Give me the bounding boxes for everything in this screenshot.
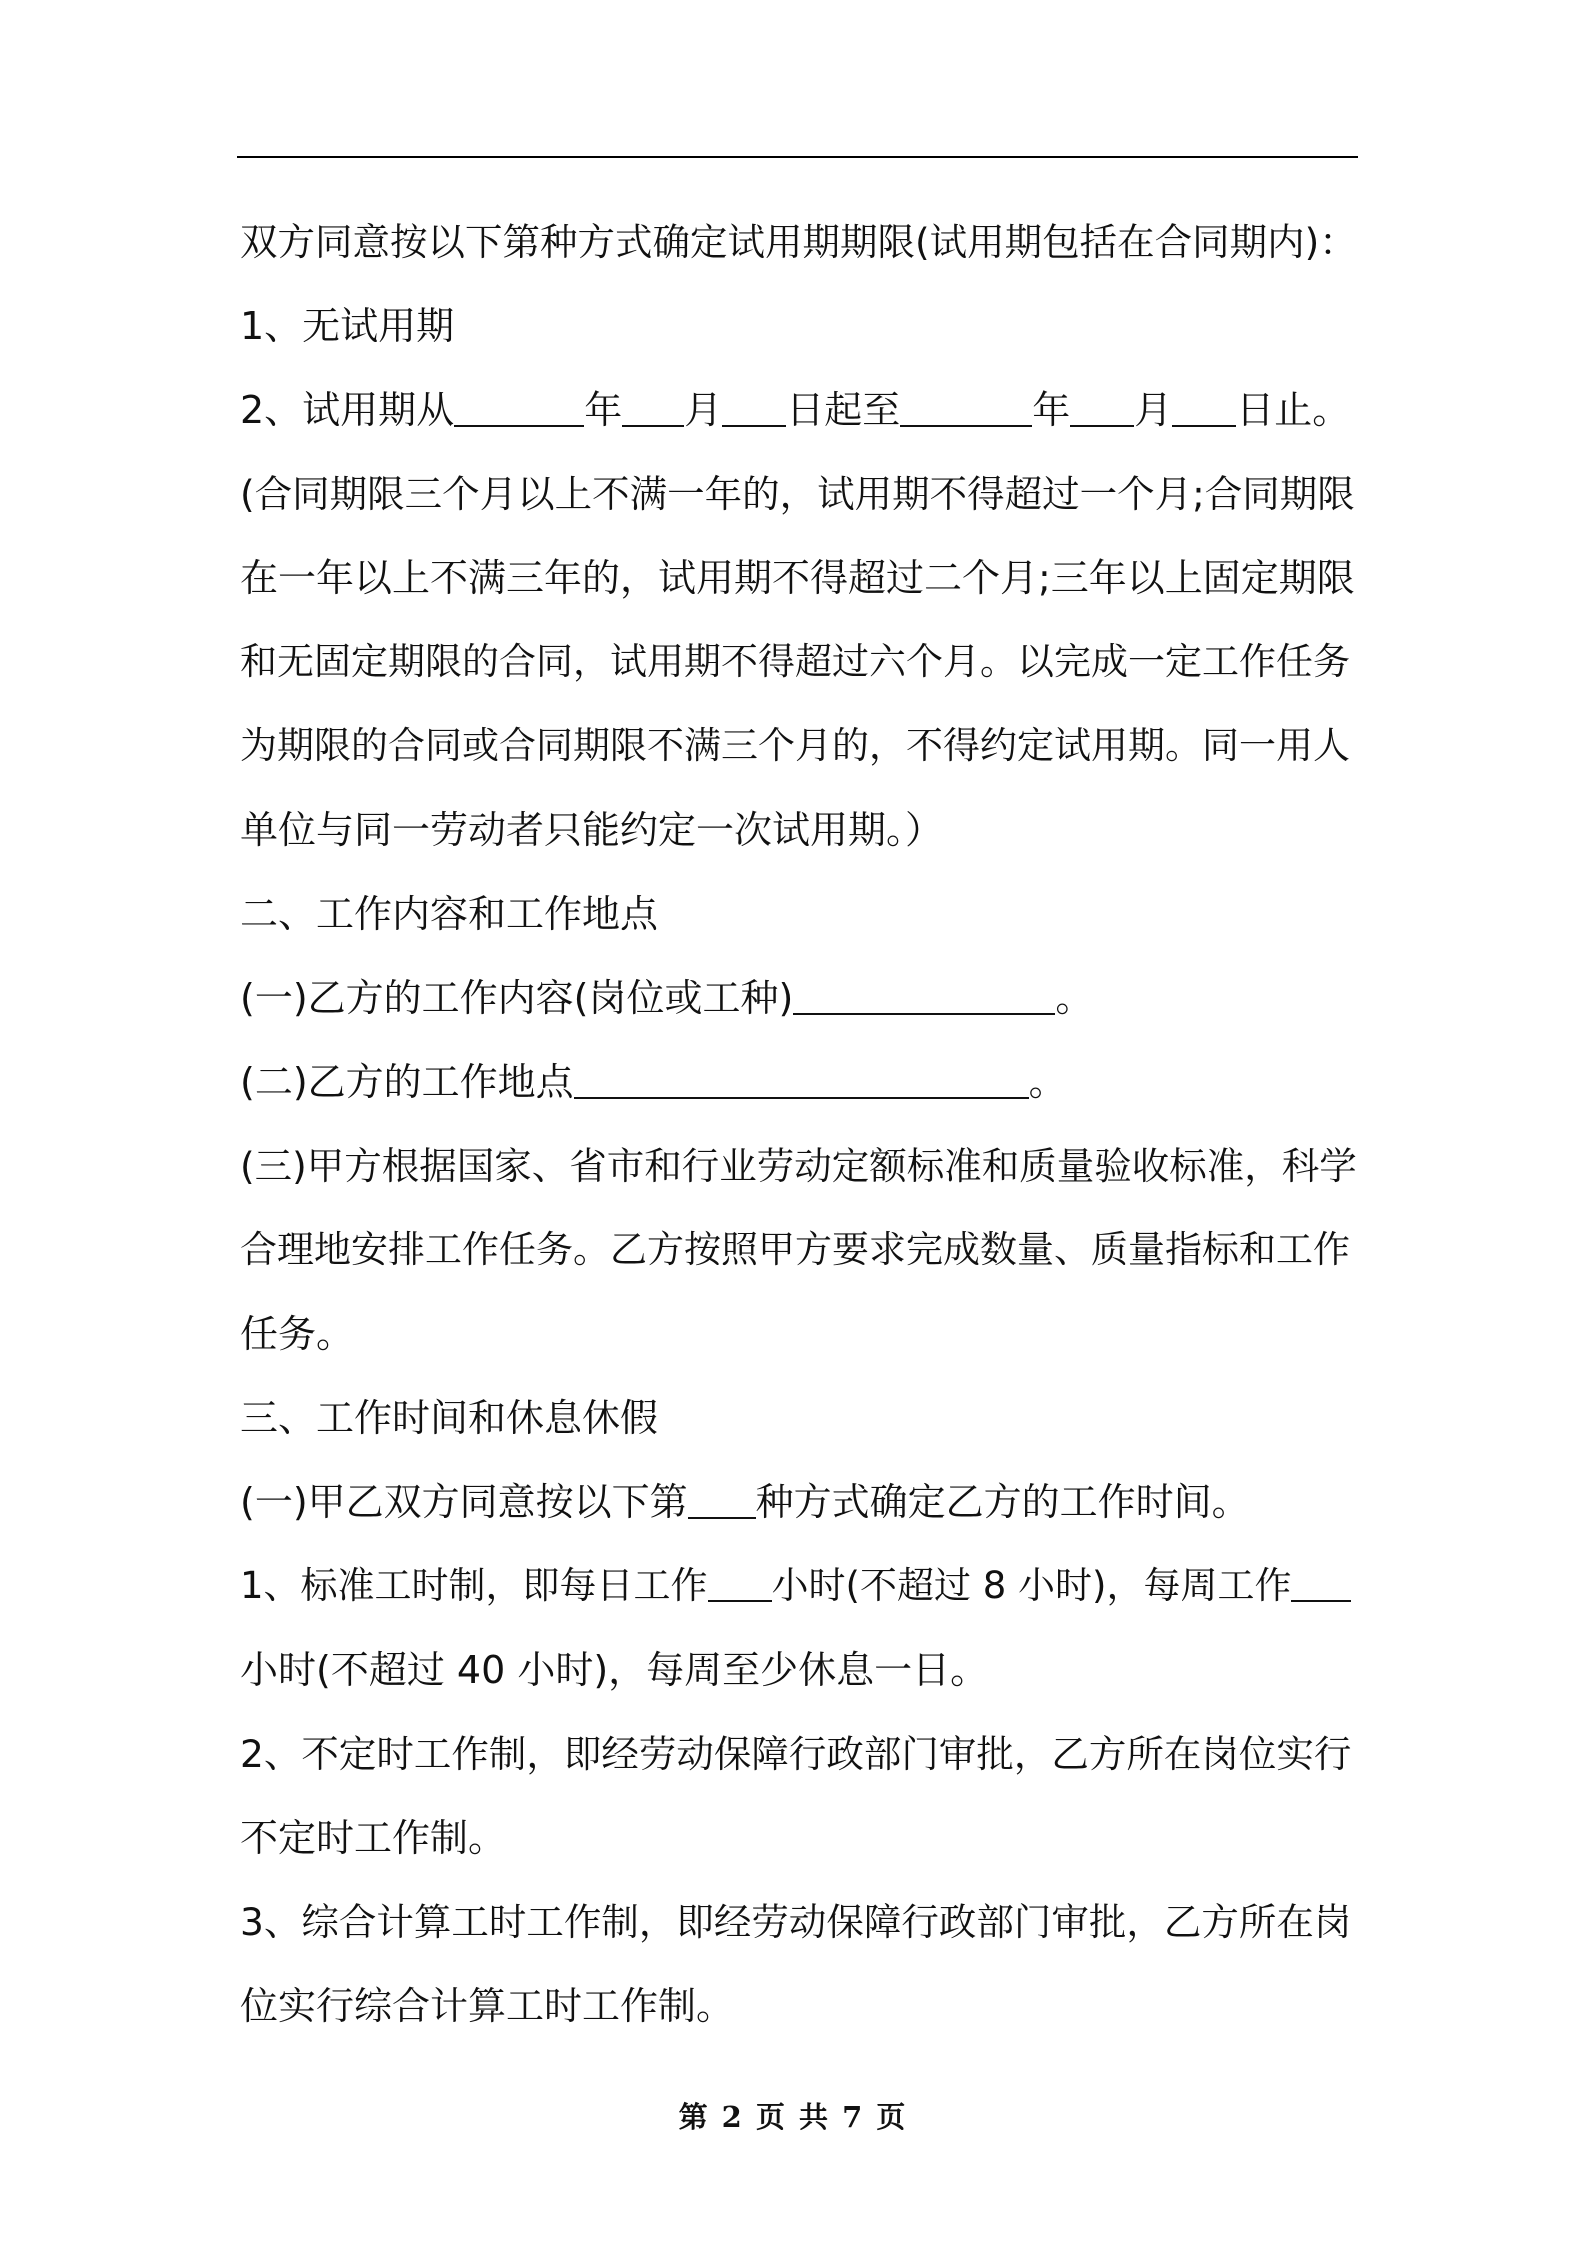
probation-dates-line	[240, 368, 1360, 452]
work-time-method-line	[240, 1460, 1360, 1544]
page-number: 第 2 页 共 7 页	[678, 2100, 908, 2134]
text-segment: 日止。	[1236, 388, 1351, 432]
paragraph-line: (合同期限三个月以上不满一年的，试用期不得超过一个月;合同期限	[240, 472, 1355, 516]
paragraph-line: 在一年以上不满三年的，试用期不得超过二个月;三年以上固定期限	[240, 556, 1355, 600]
text-segment: (一)甲乙双方同意按以下第	[240, 1480, 688, 1524]
text-segment: 1、标准工时制，即每日工作	[240, 1564, 708, 1607]
paragraph-line: 双方同意按以下第种方式确定试用期期限(试用期包括在合同期内)：	[240, 220, 1357, 264]
text-segment: (二)乙方的工作地点	[240, 1060, 574, 1104]
paragraph-line: 单位与同一劳动者只能约定一次试用期。）	[240, 808, 944, 852]
text-segment: 。	[1055, 976, 1094, 1020]
blank-field	[708, 1560, 772, 1602]
blank-field	[1070, 385, 1134, 427]
paragraph-line: 和无固定期限的合同，试用期不得超过六个月。以完成一定工作任务	[240, 640, 1350, 683]
blank-field	[722, 385, 786, 427]
text-segment: 年	[584, 388, 623, 432]
paragraph-line: 3、综合计算工时工作制，即经劳动保障行政部门审批，乙方所在岗	[240, 1900, 1352, 1944]
paragraph-line: (三)甲方根据国家、省市和行业劳动定额标准和质量验收标准，科学	[240, 1144, 1357, 1188]
job-location-line	[240, 1040, 1360, 1124]
blank-field	[1172, 385, 1236, 427]
text-segment: 2、试用期从	[240, 388, 455, 432]
blank-field	[793, 973, 1055, 1015]
document-body	[240, 200, 1360, 2048]
section-heading: 二、工作内容和工作地点	[240, 892, 659, 936]
text-segment: 日起至	[786, 388, 901, 432]
standard-hours-line	[240, 1544, 1360, 1628]
blank-field	[622, 385, 684, 427]
paragraph-line: 不定时工作制。	[240, 1816, 507, 1860]
paragraph-line: 合理地安排工作任务。乙方按照甲方要求完成数量、质量指标和工作	[240, 1228, 1350, 1271]
blank-field	[1291, 1560, 1351, 1602]
job-content-line	[240, 956, 1360, 1040]
paragraph-line: 1、无试用期	[240, 304, 455, 348]
paragraph-line: 为期限的合同或合同期限不满三个月的，不得约定试用期。同一用人	[240, 724, 1350, 767]
blank-field	[688, 1477, 756, 1519]
paragraph-line: 任务。	[240, 1312, 355, 1356]
text-segment: 种方式确定乙方的工作时间。	[755, 1480, 1250, 1524]
paragraph-line: 位实行综合计算工时工作制。	[240, 1984, 735, 2028]
text-segment: 小时(不超过 8 小时)，每周工作	[771, 1564, 1292, 1607]
paragraph-line: 2、不定时工作制，即经劳动保障行政部门审批，乙方所在岗位实行	[240, 1732, 1352, 1776]
paragraph-line: 小时(不超过 40 小时)，每周至少休息一日。	[240, 1648, 989, 1692]
text-segment: 年	[1032, 388, 1071, 432]
header-rule	[237, 156, 1358, 158]
blank-field	[574, 1057, 1029, 1099]
blank-field	[900, 385, 1032, 427]
text-segment: 。	[1028, 1060, 1067, 1104]
text-segment: (一)乙方的工作内容(岗位或工种)	[240, 976, 794, 1020]
blank-field	[454, 385, 584, 427]
text-segment: 月	[684, 388, 723, 432]
section-heading: 三、工作时间和休息休假	[240, 1396, 659, 1440]
text-segment: 月	[1134, 388, 1173, 432]
